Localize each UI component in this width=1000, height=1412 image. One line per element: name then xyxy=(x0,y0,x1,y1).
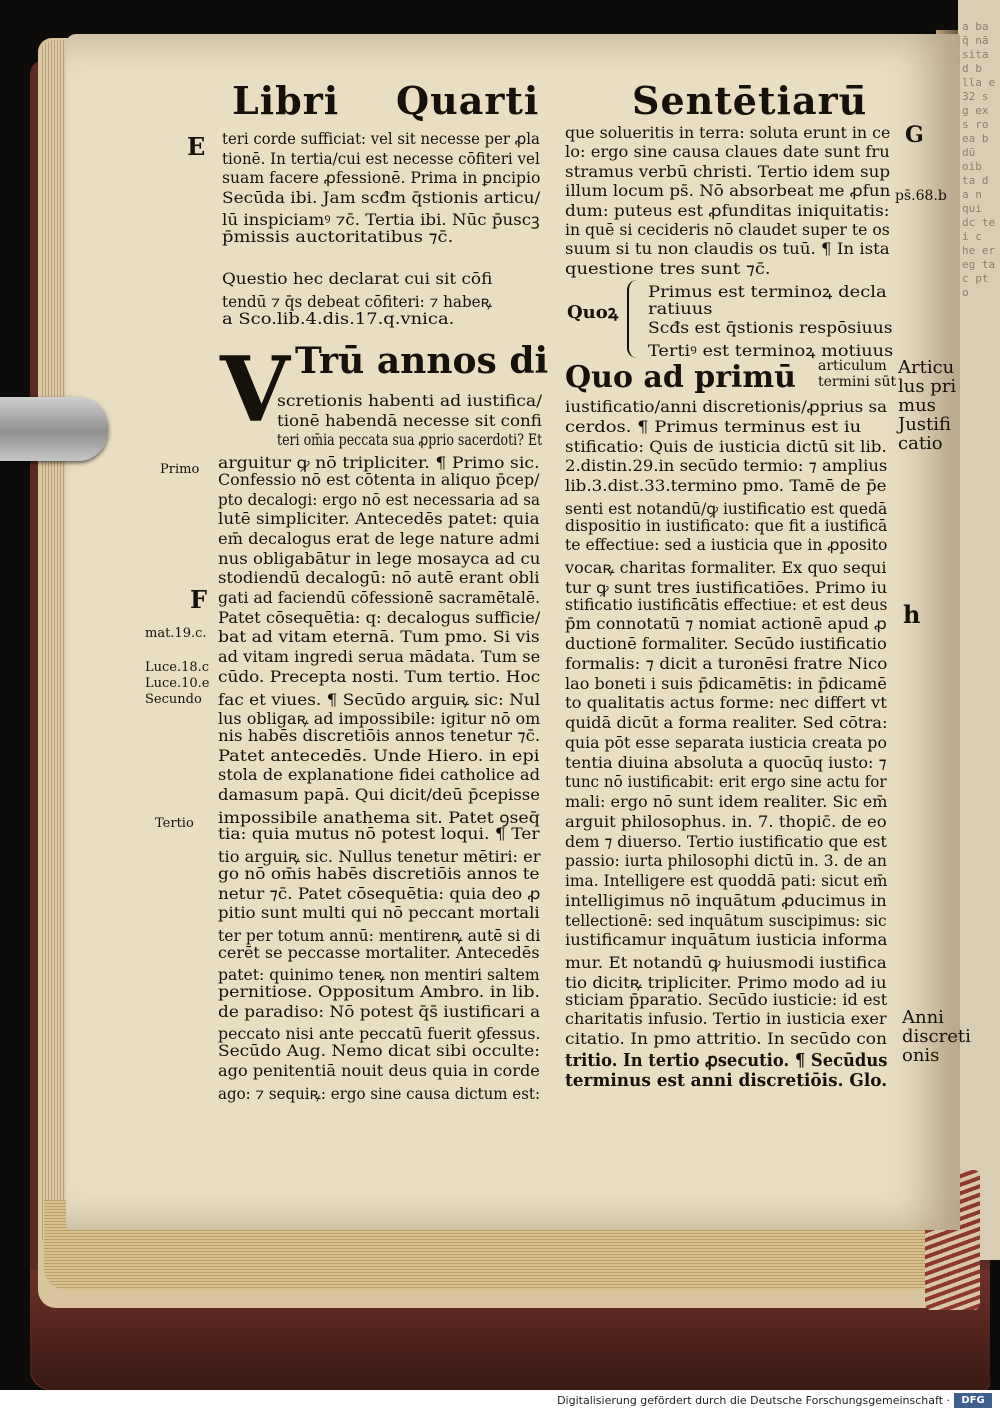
header-quarti: Quarti xyxy=(396,78,540,123)
brace-line: Primus est terminoꝝ decla xyxy=(648,283,887,301)
intro-line: tionē. In tertia/cui est necesse cōfiteri vel xyxy=(222,149,540,168)
body-line: tur ꝙ sunt tres iustificatiōes. Primo iu xyxy=(565,578,888,597)
body-line: arguitur ꝙ nō tripliciter. ¶ Primo sic. xyxy=(218,454,540,473)
brace-line: ratiuus xyxy=(648,299,713,318)
body-line: bat ad vitam eternā. Tum pmo. Si vis xyxy=(218,628,540,647)
intro-line: teri corde sufficiat: vel sit necesse per ꝓla xyxy=(222,130,540,148)
body-line: damasum papā. Qui dicit/deū p̄cepisse xyxy=(218,786,540,804)
body-line: tio arguiꝶ sic. Nullus tenetur mētiri: er xyxy=(218,848,541,867)
body-line: tio dicitꝶ tripliciter. Primo modo ad iu xyxy=(565,973,887,992)
margin-note-articulus-2: lus pri xyxy=(898,376,957,397)
body-line: iustificamur inquātum iusticia informa xyxy=(565,931,888,950)
body-line: mali: ergo nō sunt idem realiter. Sic em̄ xyxy=(565,793,888,811)
body-line: ima. Intelligere est quoddā pati: sicut em̄ xyxy=(565,872,888,890)
margin-note-secundo: Secundo xyxy=(145,692,202,707)
body-line: cerēt se peccasse mortaliter. Antecedēs xyxy=(218,943,540,962)
body-line: pto decalogi: ergo nō est necessaria ad sa xyxy=(218,490,541,509)
margin-note-tertio: Tertio xyxy=(155,816,194,831)
body-line: stola de explanatione fidei catholice ad xyxy=(218,766,541,785)
body-line: ago penitentiā nouit deus quia in corde xyxy=(218,1061,540,1080)
margin-note-articulus-1: Articu xyxy=(898,357,955,378)
body-line: stificatio: Quis de iusticia dictū sit lib. xyxy=(565,437,887,456)
intro-line: Secūda ibi. Jam scđm q̄stionis articu/ xyxy=(222,188,541,207)
body-line: pitio sunt multi qui nō peccant mortali xyxy=(218,904,540,923)
body-line: arguit philosophus. in. 7. thopic̄. de eo xyxy=(565,812,887,831)
body-line: Secūdo Aug. Nemo dicat sibi occulte: xyxy=(218,1042,540,1061)
brace xyxy=(627,280,643,358)
margin-note-luce-18: Luce.18.c xyxy=(145,660,210,675)
body-line: lao boneti i suis p̄dicamētis: in p̄dicamē xyxy=(565,674,887,693)
body-line: dem ⁊ diuerso. Tertio iustificatio que est xyxy=(565,832,887,851)
body-line: senti est notandū/ꝙ iustificatio est quedā xyxy=(565,499,888,518)
margin-note-articulus-5: catio xyxy=(898,433,943,454)
top-line: stramus verbū christi. Tertio idem sup xyxy=(565,162,891,181)
top-line: lo: ergo sine causa claues date sunt fru xyxy=(565,143,890,162)
top-line: suum si tu non claudis os tuū. ¶ In ista xyxy=(565,240,890,259)
body-line: cūdo. Precepta nosti. Tum tertio. Hoc xyxy=(218,667,541,686)
dfg-logo: DFG xyxy=(954,1393,992,1408)
margin-note-anni-2: discreti xyxy=(902,1026,971,1047)
body-line: Confessio nō est cōtenta in aliquo p̄cep/ xyxy=(218,470,540,489)
margin-note-anni-1: Anni xyxy=(902,1007,944,1028)
body-line: charitatis infusio. Tertio in iusticia exer xyxy=(565,1010,887,1029)
column-b-lead: Quo ad primū xyxy=(565,360,796,395)
top-line: illum locum ps̄. Nō absorbeat me ꝓfun xyxy=(565,182,891,201)
body-line: tentia diuina absoluta a quocūq iusto: ⁊ xyxy=(565,753,887,772)
body-line: tunc nō iustificabit: erit ergo sine actu for xyxy=(565,773,887,792)
margin-note-luce-10: Luce.10.e xyxy=(145,676,210,691)
body-line: tellectionē: sed inquātum suscipimus: sic xyxy=(565,911,887,930)
section-mark-h: h xyxy=(903,600,921,629)
body-line: ad vitam ingredi serua mādata. Tum se xyxy=(218,648,541,667)
margin-note-anni-3: onis xyxy=(902,1045,940,1066)
body-line: gati ad faciendū cōfessionē sacramētalē. xyxy=(218,589,541,607)
brace-line: Scđs est q̄stionis respōsiuus xyxy=(648,319,893,337)
body-line: peccato nisi ante peccatū fuerit ꝯfessus. xyxy=(218,1025,541,1044)
body-line: pernitiose. Oppositum Ambro. in lib. xyxy=(218,983,541,1001)
top-line: questione tres sunt ⁊c̄. xyxy=(565,259,771,278)
question-line: Questio hec declarat cui sit cōfi xyxy=(222,270,493,288)
body-line: ter per totum annū: mentirenꝶ autē si di xyxy=(218,926,541,945)
margin-note-primo: Primo xyxy=(160,462,200,477)
body-line: nus obligabātur in lege mosayca ad cu xyxy=(218,549,541,568)
body-line: lib.3.dist.33.termino pmo. Tamē de p̄e xyxy=(565,477,887,495)
body-line: formalis: ⁊ dicit a turonēsi fratre Nico xyxy=(565,654,888,673)
intro-line: lū inspiciamꝰ ⁊c̄. Tertia ibi. Nūc p̄uscꝫ xyxy=(222,211,540,229)
body-line: vocaꝶ charitas formaliter. Ex quo sequi xyxy=(565,559,887,577)
body-line: scretionis habenti ad iustifica/ xyxy=(277,392,543,410)
body-line: intelligimus nō inquātum ꝓducimus in xyxy=(565,891,887,910)
column-b-lead-small-1: articulum xyxy=(818,358,887,374)
body-line: te effectiue: sed a iusticia que in ꝓposito xyxy=(565,536,888,555)
top-line: dum: puteus est ꝓfunditas iniquitatis: xyxy=(565,201,890,220)
body-line: nis habēs discretiōis annos tenetur ⁊c̄. xyxy=(218,726,541,745)
body-line: to qualitatis actus forme: nec differt vt xyxy=(565,694,887,713)
intro-line: p̄missis auctoritatibus ⁊c̄. xyxy=(222,227,454,246)
body-line: cerdos. ¶ Primus terminus est iu xyxy=(565,417,862,436)
body-line: sticiam p̄paratio. Secūdo iusticie: id est xyxy=(565,990,888,1009)
margin-note-articulus-3: mus xyxy=(898,395,936,416)
margin-note-mat: mat.19.c. xyxy=(145,626,207,641)
body-line: citatio. In pmo attritio. In secūdo con xyxy=(565,1030,888,1048)
body-line: stodiendū decalogū: nō autē erant obli xyxy=(218,569,540,588)
margin-ref-psalm: ps̄.68.b xyxy=(895,188,947,204)
body-line: p̄m connotatū ⁊ nomiat actionē apud ꝓ xyxy=(565,615,887,634)
section-mark-g: G xyxy=(905,122,924,148)
body-line: patet: quinimo teneꝶ non mentiri saltem xyxy=(218,966,540,985)
facing-page-text: a ba q̄ nā sita d b lla e 32 s g ex s ro ea b dū oib ta d a n qui dc te i c he er eg ta c pt o xyxy=(962,20,996,299)
brace-line: Tertiꝰ est terminoꝝ motiuus xyxy=(648,341,894,360)
body-line: go nō om̄is habēs discretiōis annos te xyxy=(218,864,540,883)
column-b-lead-small-2: termini sūt xyxy=(818,374,897,390)
body-line: tia: quia mutus nō potest loqui. ¶ Ter xyxy=(218,825,540,844)
section-mark-e: E xyxy=(187,132,206,161)
body-line: passio: iurta philosophi dictū in. 3. de an xyxy=(565,852,887,871)
initial-letter-v: V xyxy=(220,337,290,443)
body-line: teri om̄ia peccata sua ꝓprio sacerdoti? Et xyxy=(277,431,543,450)
body-line: impossibile anathema sit. Patet ꝯseq̄ xyxy=(218,808,540,827)
body-line: mur. Et notandū ꝙ huiusmodi iustifica xyxy=(565,954,887,972)
body-line: quia pōt esse separata iusticia creata po xyxy=(565,733,887,752)
body-line: lus obligaꝶ ad impossibile: igitur nō om xyxy=(218,710,541,729)
body-line: lutē simpliciter. Antecedēs patet: quia xyxy=(218,510,540,529)
column-b-quor: Quoꝝ xyxy=(567,302,619,323)
margin-note-articulus-4: Justifi xyxy=(898,414,952,435)
intro-line: suam facere ꝓfessionē. Prima in ꝑncipio xyxy=(222,169,541,187)
page-clip xyxy=(0,397,108,461)
body-line: Patet antecedēs. Unde Hiero. in epi xyxy=(218,746,540,765)
body-line: de paradiso: Nō potest q̄s̄ iustificari a xyxy=(218,1002,541,1021)
body-line: terminus est anni discretiōis. Glo. xyxy=(565,1069,888,1091)
section-mark-f: F xyxy=(190,585,208,614)
question-line: a Sco.lib.4.dis.17.q.vnica. xyxy=(222,310,455,328)
footer-bar xyxy=(0,1390,1000,1412)
body-line: ago: ⁊ sequiꝶ: ergo sine causa dictum est: xyxy=(218,1084,541,1103)
body-line: tritio. In tertio ꝓsecutio. ¶ Secūdus xyxy=(565,1049,888,1071)
body-line: fac et viues. ¶ Secūdo arguiꝶ sic: Nul xyxy=(218,690,541,709)
body-line: iustificatio/anni discretionis/ꝓprius sa xyxy=(565,398,888,416)
body-line: em̄ decalogus erat de lege nature admi xyxy=(218,529,540,548)
footer-credit: Digitalisierung gefördert durch die Deutsche Forschungsgemeinschaft · xyxy=(557,1394,950,1407)
question-line: tendū ⁊ q̄s debeat cōfiteri: ⁊ habeꝶ xyxy=(222,293,493,311)
body-line: tionē habendā necesse sit confi xyxy=(277,411,542,430)
top-line: que solueritis in terra: soluta erunt in ce xyxy=(565,124,891,142)
body-line: Patet cōsequētia: q: decalogus sufficie/ xyxy=(218,608,541,627)
body-line: quidā dicūt a forma realiter. Sed cōtra: xyxy=(565,714,888,732)
body-line: 2.distin.29.in secūdo termio: ⁊ amplius xyxy=(565,457,888,476)
top-line: in quē si cecideris nō claudet super te os xyxy=(565,221,890,239)
body-line: netur ⁊c̄. Patet cōsequētia: quia deo ꝓ xyxy=(218,884,541,903)
column-a-lead: Trū annos di xyxy=(295,340,549,382)
body-line: dispositio in iustificato: que fit a iustificā xyxy=(565,516,888,535)
body-line: ductionē formaliter. Secūdo iustificatio xyxy=(565,635,887,653)
header-libri: Libri xyxy=(232,78,340,123)
body-line: stificatio iustificātis effectiue: et est deus xyxy=(565,595,888,614)
header-sententiarum: Sentētiarū̄ xyxy=(632,78,868,123)
